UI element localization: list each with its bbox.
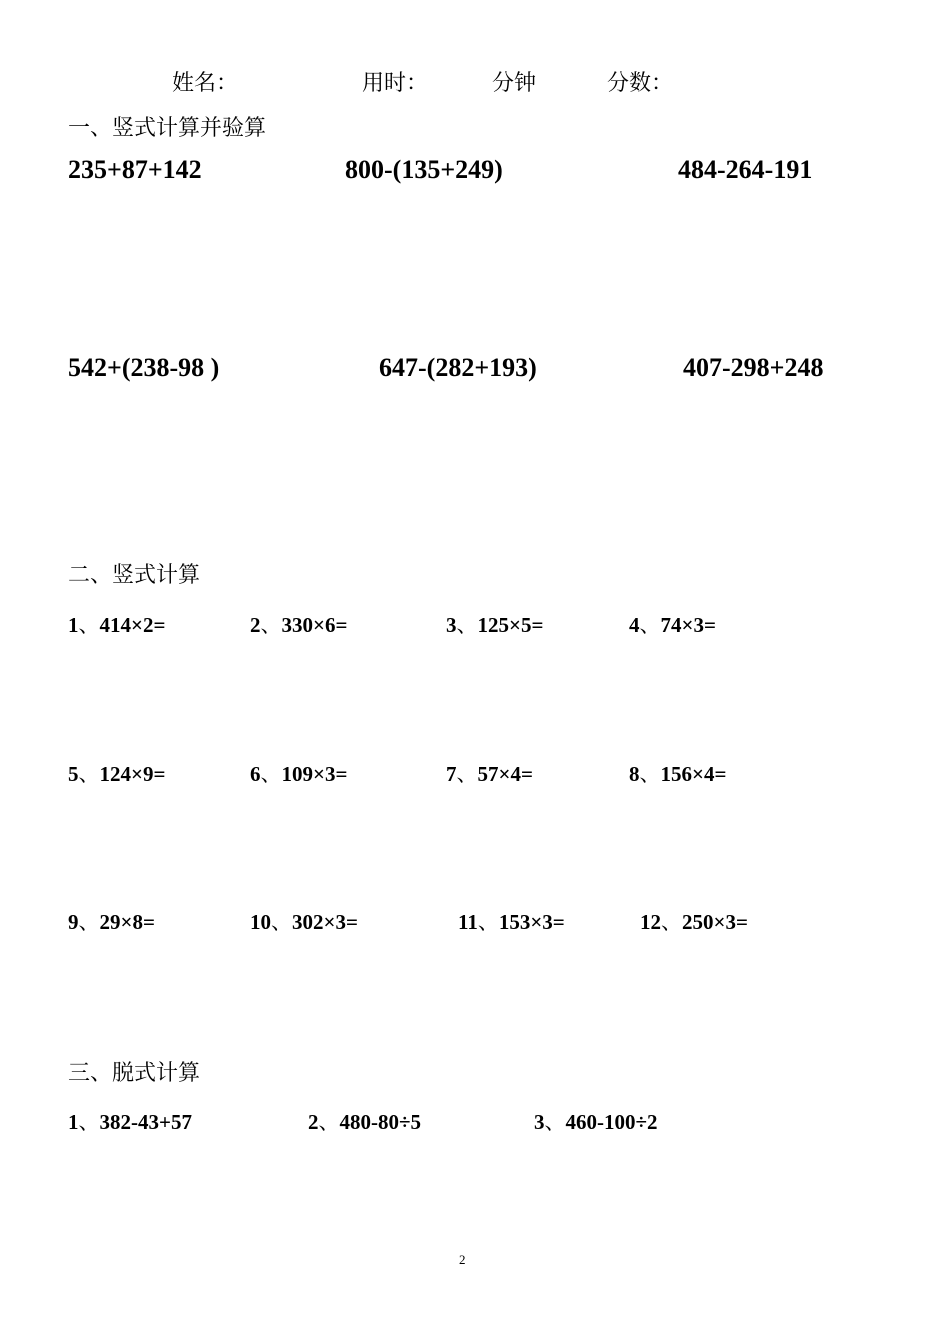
problem-1-5: 647-(282+193) xyxy=(379,353,537,382)
time-label: 用时： xyxy=(362,71,429,96)
problem-2-1: 1、414×2= xyxy=(68,613,166,637)
problem-2-2: 2、330×6= xyxy=(250,613,348,637)
section2-title: 二、竖式计算 xyxy=(68,563,201,588)
page-number: 2 xyxy=(459,1252,466,1267)
section1-title: 一、竖式计算并验算 xyxy=(68,116,267,141)
problem-2-4: 4、74×3= xyxy=(629,613,716,637)
problem-1-1: 235+87+142 xyxy=(68,155,202,184)
problem-2-11: 11、153×3= xyxy=(458,910,565,934)
problem-3-2: 2、480-80÷5 xyxy=(308,1110,422,1134)
problem-2-12: 12、250×3= xyxy=(640,910,748,934)
problem-2-7: 7、57×4= xyxy=(446,762,533,786)
problem-1-4: 542+(238-98 ) xyxy=(68,353,220,382)
problem-3-1: 1、382-43+57 xyxy=(68,1110,192,1134)
problem-1-3: 484-264-191 xyxy=(678,155,813,184)
problem-1-2: 800-(135+249) xyxy=(345,155,503,184)
problem-2-8: 8、156×4= xyxy=(629,762,727,786)
problem-1-6: 407-298+248 xyxy=(683,353,824,382)
section3-title: 三、脱式计算 xyxy=(68,1061,201,1086)
problem-3-3: 3、460-100÷2 xyxy=(534,1110,658,1134)
problem-2-5: 5、124×9= xyxy=(68,762,166,786)
score-label: 分数： xyxy=(607,71,674,96)
minutes-label: 分钟 xyxy=(492,71,537,96)
problem-2-9: 9、29×8= xyxy=(68,910,155,934)
problem-2-3: 3、125×5= xyxy=(446,613,544,637)
problem-2-6: 6、109×3= xyxy=(250,762,348,786)
problem-2-10: 10、302×3= xyxy=(250,910,358,934)
name-label: 姓名： xyxy=(172,71,239,96)
